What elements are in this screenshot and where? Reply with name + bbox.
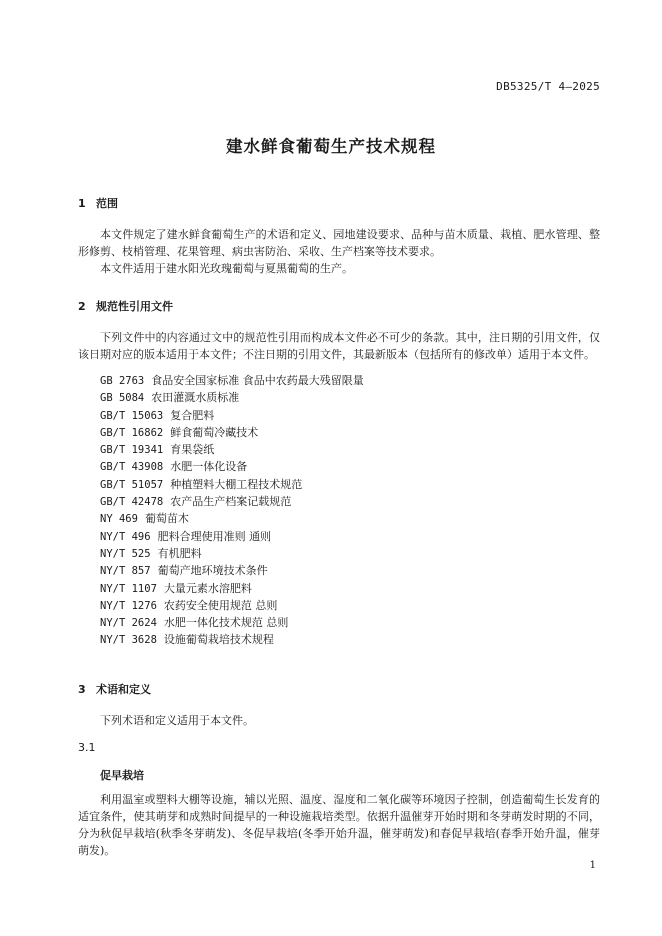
list-item [100,562,364,579]
section-heading-references [78,298,173,314]
reference-name: 水肥一体化技术规范 总则 [163,616,289,630]
scope-paragraph-1: 本文件规定了建水鲜食葡萄生产的术语和定义、园地建设要求、品种与苗木质量、栽植、肥水管理、整形修剪、枝梢管理、花果管理、病虫害防治、采收、生产档案等技术要求。 [78,228,600,258]
reference-name: 农药安全使用规范 总则 [163,598,278,612]
list-item [100,580,364,597]
reference-name: 葡萄苗木 [144,512,189,526]
section-heading-terms [78,681,151,697]
list-item [100,510,364,527]
reference-code: GB/T 42478 [100,496,164,509]
list-item [100,614,364,631]
reference-name: 水肥一体化设备 [170,460,248,474]
list-item [100,389,364,406]
reference-name: 育果袋纸 [170,443,215,457]
references-intro: 下列文件中的内容通过文中的规范性引用而构成本文件必不可少的条款。其中，注日期的引用文件，仅该日期对应的版本适用于本文件；不注日期的引用文件，其最新版本（包括所有的修改单）适用于本文件。 [78,331,600,361]
reference-code: GB 2763 [100,375,145,387]
reference-name: 农产品生产档案记载规范 [170,495,292,509]
list-item [100,424,364,441]
list-item [100,493,364,510]
reference-code: NY 469 [100,513,138,526]
scope-paragraph-2: 本文件适用于建水阳光玫瑰葡萄与夏黑葡萄的生产。 [100,262,353,275]
section-heading-scope [78,195,118,211]
reference-code: NY/T 1276 [100,599,157,612]
section-title: 范围 [96,197,118,210]
list-item [100,476,364,493]
list-item [100,545,364,562]
section-title: 术语和定义 [96,683,151,696]
list-item [100,458,364,475]
reference-code: GB 5084 [100,392,145,405]
reference-code: GB/T 15063 [100,409,164,422]
section-number: 3 [78,683,86,696]
document-title: 建水鲜食葡萄生产技术规程 [226,137,436,156]
reference-name: 鲜食葡萄冷藏技术 [170,425,259,439]
reference-name: 食品安全国家标准 食品中农药最大残留限量 [151,374,364,387]
reference-name: 设施葡萄栽培技术规程 [163,633,274,647]
reference-code: GB/T 19341 [100,444,164,457]
terms-intro: 下列术语和定义适用于本文件。 [100,714,254,727]
reference-code: NY/T 857 [100,565,151,578]
reference-code: GB/T 51057 [100,478,164,491]
list-item [100,528,364,545]
reference-name: 有机肥料 [157,546,202,560]
term-definition: 利用温室或塑料大棚等设施，辅以光照、温度、湿度和二氧化碳等环境因子控制，创造葡萄生长发育的适宜条件，使其萌芽和成熟时间提早的一种设施栽培类型。依据升温催芽开始时期和冬芽萌发时期的不同，分为秋促早栽培(秋季冬芽萌发)、冬促早栽培(冬季开始升温，催芽萌发)和春促早栽培(春季开始升温，催芽萌发)。 [78,793,600,857]
section-title: 规范性引用文件 [96,300,173,313]
section-number: 1 [78,197,86,210]
section-number: 2 [78,300,86,313]
reference-code: NY/T 3628 [100,634,157,647]
term-number: 3.1 [78,741,96,754]
reference-code: NY/T 1107 [100,582,157,595]
reference-list [100,372,364,649]
list-item [100,372,364,389]
list-item [100,597,364,614]
reference-name: 肥料合理使用准则 通则 [157,529,272,543]
list-item [100,407,364,424]
list-item [100,441,364,458]
reference-name: 农田灌溉水质标准 [151,391,240,405]
reference-name: 复合肥料 [170,408,215,422]
document-code: DB5325/T 4—2025 [496,80,600,93]
reference-code: NY/T 496 [100,530,151,543]
reference-code: GB/T 16862 [100,426,164,439]
reference-name: 种植塑料大棚工程技术规范 [170,477,303,491]
reference-code: NY/T 525 [100,547,151,560]
page-number: 1 [589,860,596,871]
reference-name: 大量元素水溶肥料 [163,581,252,595]
reference-code: GB/T 43908 [100,461,164,474]
reference-code: NY/T 2624 [100,617,157,630]
term-name: 促早栽培 [100,769,144,782]
reference-name: 葡萄产地环境技术条件 [157,564,268,578]
list-item [100,631,364,648]
